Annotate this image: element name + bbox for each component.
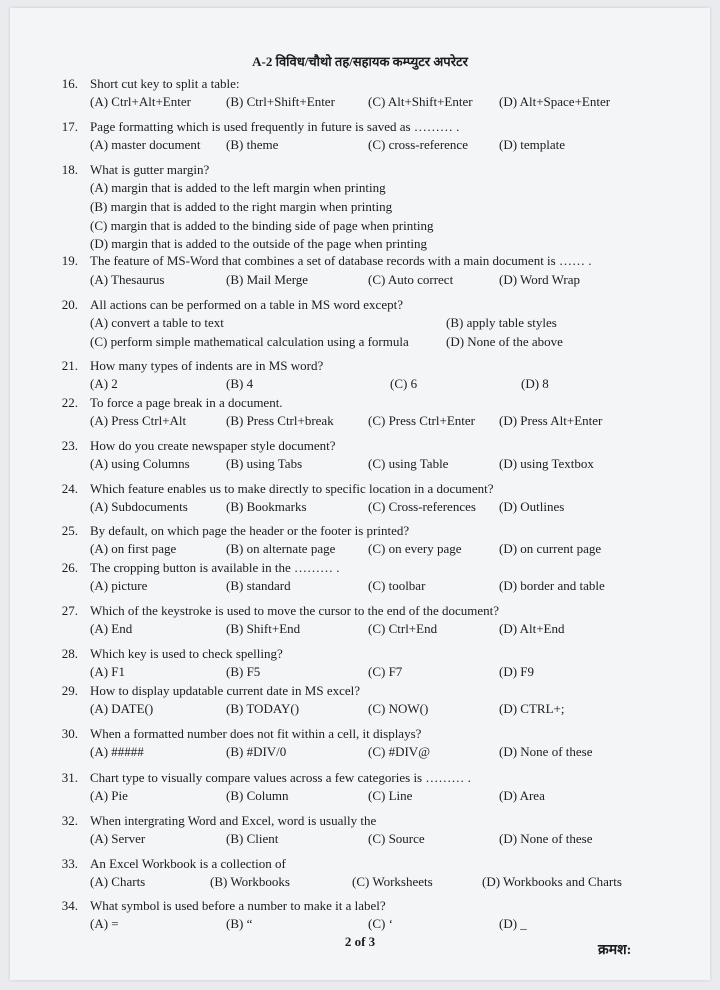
question-text: Page formatting which is used frequently in future is saved as ……… . bbox=[90, 119, 460, 134]
option-d: (D) 8 bbox=[521, 376, 549, 391]
option-b: (B) Client bbox=[226, 831, 279, 846]
question-number: 34. bbox=[61, 898, 78, 913]
option-b: (B) TODAY() bbox=[226, 701, 300, 716]
option-c: (C) on every page bbox=[368, 541, 462, 556]
option-d: (D) Word Wrap bbox=[499, 272, 580, 287]
option-a: (A) Subdocuments bbox=[90, 499, 188, 514]
option-b: (B) Ctrl+Shift+Enter bbox=[226, 94, 335, 109]
question-text: How do you create newspaper style document? bbox=[90, 438, 336, 453]
option-c: (C) #DIV@ bbox=[368, 744, 431, 759]
option-c: (C) cross-reference bbox=[368, 137, 468, 152]
question-text: To force a page break in a document. bbox=[90, 395, 283, 410]
question-number: 21. bbox=[61, 358, 78, 373]
option-d: (D) Workbooks and Charts bbox=[482, 874, 622, 889]
option-a: (A) using Columns bbox=[90, 456, 190, 471]
question-text: How many types of indents are in MS word? bbox=[90, 358, 324, 373]
option-a: (A) End bbox=[90, 621, 133, 636]
option-c: (C) F7 bbox=[368, 664, 403, 679]
option-d: (D) Area bbox=[499, 788, 545, 803]
question-text: The feature of MS-Word that combines a set of database records with a main document is …… . bbox=[90, 253, 592, 268]
option-a: (A) master document bbox=[90, 137, 201, 152]
option-c: (C) Press Ctrl+Enter bbox=[368, 413, 475, 428]
question-text: What is gutter margin? bbox=[90, 162, 210, 177]
option-a: (A) F1 bbox=[90, 664, 126, 679]
option-b: (B) Workbooks bbox=[210, 874, 290, 889]
option-b: (B) #DIV/0 bbox=[226, 744, 287, 759]
option-d: (D) margin that is added to the outside of the page when printing bbox=[90, 236, 427, 251]
question-number: 29. bbox=[61, 683, 78, 698]
question-text: An Excel Workbook is a collection of bbox=[90, 856, 286, 871]
option-d: (D) template bbox=[499, 137, 566, 152]
question-text: How to display updatable current date in MS excel? bbox=[90, 683, 361, 698]
option-a: (A) Ctrl+Alt+Enter bbox=[90, 94, 191, 109]
option-b: (B) apply table styles bbox=[446, 315, 557, 330]
option-d: (D) CTRL+; bbox=[499, 701, 565, 716]
option-c: (C) 6 bbox=[390, 376, 418, 391]
question-number: 28. bbox=[61, 646, 78, 661]
option-a: (A) Charts bbox=[90, 874, 146, 889]
option-a: (A) 2 bbox=[90, 376, 118, 391]
option-a: (A) Pie bbox=[90, 788, 128, 803]
option-b: (B) standard bbox=[226, 578, 291, 593]
option-a: (A) convert a table to text bbox=[90, 315, 224, 330]
option-d: (D) Press Alt+Enter bbox=[499, 413, 603, 428]
question-text: Which of the keystroke is used to move the cursor to the end of the document? bbox=[90, 603, 500, 618]
option-b: (B) Shift+End bbox=[226, 621, 301, 636]
question-text: When intergrating Word and Excel, word is usually the bbox=[90, 813, 377, 828]
option-c: (C) perform simple mathematical calculation using a formula bbox=[90, 334, 409, 349]
option-c: (C) Worksheets bbox=[352, 874, 433, 889]
question-text: Which key is used to check spelling? bbox=[90, 646, 283, 661]
question-number: 26. bbox=[61, 560, 78, 575]
question-number: 18. bbox=[61, 162, 78, 177]
option-b: (B) Column bbox=[226, 788, 289, 803]
option-c: (C) ‘ bbox=[368, 916, 393, 931]
question-number: 27. bbox=[61, 603, 78, 618]
option-b: (B) Mail Merge bbox=[226, 272, 309, 287]
question-text: When a formatted number does not fit within a cell, it displays? bbox=[90, 726, 422, 741]
option-d: (D) None of these bbox=[499, 831, 593, 846]
option-b: (B) on alternate page bbox=[226, 541, 336, 556]
question-number: 17. bbox=[61, 119, 78, 134]
question-text: What symbol is used before a number to make it a label? bbox=[90, 898, 386, 913]
option-d: (D) Outlines bbox=[499, 499, 565, 514]
question-number: 31. bbox=[61, 770, 78, 785]
option-c: (C) Ctrl+End bbox=[368, 621, 438, 636]
question-text: Which feature enables us to make directly to specific location in a document? bbox=[90, 481, 494, 496]
option-b: (B) 4 bbox=[226, 376, 254, 391]
option-b: (B) “ bbox=[226, 916, 253, 931]
option-a: (A) picture bbox=[90, 578, 148, 593]
option-c: (C) NOW() bbox=[368, 701, 429, 716]
question-number: 24. bbox=[61, 481, 78, 496]
option-a: (A) margin that is added to the left margin when printing bbox=[90, 180, 386, 195]
question-text: All actions can be performed on a table in MS word except? bbox=[90, 297, 403, 312]
option-c: (C) Source bbox=[368, 831, 425, 846]
option-b: (B) theme bbox=[226, 137, 279, 152]
option-a: (A) ##### bbox=[90, 744, 144, 759]
option-d: (D) None of the above bbox=[446, 334, 563, 349]
question-number: 25. bbox=[61, 523, 78, 538]
option-d: (D) _ bbox=[499, 916, 527, 931]
option-d: (D) Alt+End bbox=[499, 621, 565, 636]
question-text: Chart type to visually compare values across a few categories is ……… . bbox=[90, 770, 471, 785]
option-c: (C) using Table bbox=[368, 456, 449, 471]
question-number: 23. bbox=[61, 438, 78, 453]
question-number: 19. bbox=[61, 253, 78, 268]
option-b: (B) F5 bbox=[226, 664, 261, 679]
option-a: (A) Press Ctrl+Alt bbox=[90, 413, 187, 428]
option-c: (C) Line bbox=[368, 788, 413, 803]
question-number: 33. bbox=[61, 856, 78, 871]
option-a: (A) Server bbox=[90, 831, 146, 846]
option-c: (C) Alt+Shift+Enter bbox=[368, 94, 473, 109]
option-a: (A) DATE() bbox=[90, 701, 154, 716]
option-b: (B) Press Ctrl+break bbox=[226, 413, 334, 428]
question-number: 30. bbox=[61, 726, 78, 741]
option-c: (C) margin that is added to the binding side of page when printing bbox=[90, 218, 434, 233]
question-text: The cropping button is available in the ……… . bbox=[90, 560, 340, 575]
option-b: (B) Bookmarks bbox=[226, 499, 307, 514]
question-text: Short cut key to split a table: bbox=[90, 76, 240, 91]
option-c: (C) toolbar bbox=[368, 578, 426, 593]
option-c: (C) Cross-references bbox=[368, 499, 476, 514]
page-header: A-2 विविध/चौथो तह/सहायक कम्प्युटर अपरेटर bbox=[252, 54, 468, 69]
question-text: By default, on which page the header or the footer is printed? bbox=[90, 523, 410, 538]
continued-label: क्रमश: bbox=[598, 943, 632, 958]
option-b: (B) using Tabs bbox=[226, 456, 303, 471]
option-d: (D) F9 bbox=[499, 664, 535, 679]
option-a: (A) = bbox=[90, 916, 119, 931]
option-d: (D) None of these bbox=[499, 744, 593, 759]
option-d: (D) on current page bbox=[499, 541, 602, 556]
option-d: (D) border and table bbox=[499, 578, 605, 593]
option-d: (D) Alt+Space+Enter bbox=[499, 94, 611, 109]
page-number: 2 of 3 bbox=[344, 934, 376, 949]
option-b: (B) margin that is added to the right margin when printing bbox=[90, 199, 393, 214]
question-number: 22. bbox=[61, 395, 78, 410]
question-number: 20. bbox=[61, 297, 78, 312]
option-d: (D) using Textbox bbox=[499, 456, 594, 471]
question-number: 16. bbox=[61, 76, 78, 91]
option-c: (C) Auto correct bbox=[368, 272, 454, 287]
option-a: (A) Thesaurus bbox=[90, 272, 165, 287]
question-number: 32. bbox=[61, 813, 78, 828]
option-a: (A) on first page bbox=[90, 541, 177, 556]
